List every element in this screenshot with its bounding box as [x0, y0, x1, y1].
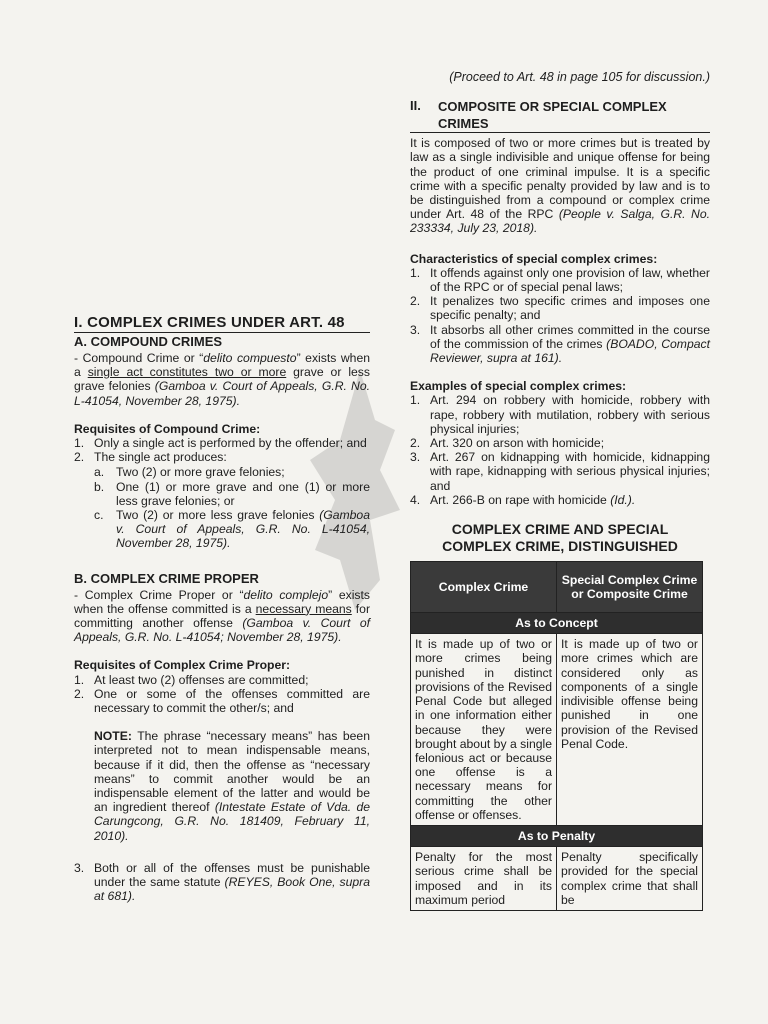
requisites-a-heading: Requisites of Compound Crime:: [74, 421, 261, 436]
underlined-text: single act constitutes two or more: [87, 365, 287, 380]
examples-heading: Examples of special complex crimes:: [410, 379, 627, 394]
table-header-complex: Complex Crime: [411, 562, 557, 613]
list-item: [410, 450, 710, 493]
list-item: [410, 436, 710, 450]
citation: (Gamboa v. Court of Appeals, G.R. No. L-41054; November 28, 1975).: [74, 616, 370, 645]
note-block: [74, 729, 370, 843]
item-number: 1.: [410, 265, 421, 280]
item-citation: (BOADO, Compact Reviewer, supra at 161).: [430, 336, 710, 366]
item-number: 3.: [410, 322, 421, 337]
subsection-a-title: A. COMPOUND CRIMES: [74, 334, 223, 349]
band-penalty: As to Penalty: [411, 825, 703, 846]
subsection-a-body: [74, 351, 370, 408]
item-text: One (1) or more grave and one (1) or more less grave felonies; or: [116, 479, 370, 508]
latin-term: delito complejo: [243, 587, 329, 602]
citation: (Gamboa v. Court of Appeals, G.R. No. L-41054, November 28, 1975).: [74, 379, 370, 408]
requisites-b-heading: Requisites of Complex Crime Proper:: [74, 658, 291, 673]
item-number: 3.: [74, 860, 85, 875]
item-text: Art. 267 on kidnapping with homicide, kidnapping with rape, kidnapping with serious physical injuries; and: [430, 450, 710, 493]
list-item: [410, 266, 710, 294]
item-number: 2.: [410, 436, 421, 451]
requisites-b-list: [74, 673, 370, 716]
section-2-body: [410, 136, 710, 235]
comparison-table: [410, 561, 703, 911]
body-text: for committing another offense: [74, 601, 371, 631]
subsection-b-title: B. COMPLEX CRIME PROPER: [74, 570, 259, 586]
table-header-special: Special Complex Crime or Composite Crime: [557, 562, 703, 613]
penalty-special: Penalty specifically provided for the special complex crime that shall be: [557, 847, 703, 911]
item-text: Both or all of the offenses must be punishable under the same statute: [94, 860, 370, 890]
table-band-row: [411, 613, 703, 634]
item-text: It offends against only one provision of law, whether of the RPC or of special penal laws;: [430, 265, 710, 295]
list-item: [410, 393, 710, 436]
section-2-heading: [410, 98, 710, 133]
table-row: [411, 847, 703, 911]
body-text: - Compound Crime or “: [74, 351, 204, 365]
note-label: NOTE:: [94, 729, 132, 744]
item-citation: (Gamboa v. Court of Appeals, G.R. No. L-41054, November 28, 1975).: [116, 508, 370, 551]
characteristics-list: [410, 266, 710, 365]
item-text: Two (2) or more less grave felonies: [116, 508, 320, 523]
band-concept: As to Concept: [411, 613, 703, 634]
item-text: Art. 266-B on rape with homicide: [430, 492, 611, 507]
list-item: [74, 861, 370, 904]
note-text: The phrase “necessary means” has been interpreted not to mean indispensable means, because if it did, then the offense as “necessary means” to commit another would be an indispensable element of the latter and would be an ingredient thereof: [94, 729, 370, 815]
item-text: At least two (2) offenses are committed;: [94, 672, 309, 687]
item-text: It penalizes two specific crimes and imposes one specific penalty; and: [430, 294, 710, 323]
table-title: COMPLEX CRIME AND SPECIAL COMPLEX CRIME, DISTINGUISHED: [442, 521, 678, 555]
list-item: [410, 323, 710, 366]
item-text: One or some of the offenses committed are necessary to commit the other/s; and: [94, 686, 370, 716]
body-text: ” exists when a: [74, 351, 370, 380]
item-letter: a.: [94, 465, 105, 480]
item-number: 2.: [410, 294, 421, 309]
requisites-b-list-cont: [74, 861, 370, 904]
list-item: [94, 480, 370, 508]
body-text: - Complex Crime Proper or “: [74, 587, 244, 602]
item-text: Two (2) or more grave felonies;: [116, 465, 285, 480]
list-item: [74, 687, 370, 715]
list-item: [74, 673, 370, 687]
section-2-number: II.: [410, 98, 421, 114]
latin-term: delito compuesto: [203, 351, 297, 365]
underlined-text: necessary means: [255, 601, 352, 616]
note-citation: (Intestate Estate of Vda. de Carungcong, G.R. No. 181409, February 11, 2010).: [94, 800, 370, 843]
examples-list: [410, 393, 710, 507]
table-band-row: [411, 825, 703, 846]
characteristics-heading: Characteristics of special complex crimes:: [410, 251, 658, 266]
item-citation: (Id.).: [610, 492, 636, 507]
item-letter: b.: [94, 479, 105, 494]
right-column: [410, 70, 710, 911]
penalty-complex: Penalty for the most serious crime shall be imposed and in its maximum period: [411, 847, 557, 911]
table-row: [411, 634, 703, 826]
proceed-note: (Proceed to Art. 48 in page 105 for discussion.): [449, 70, 710, 84]
section-2-citation: (People v. Salga, G.R. No. 233334, July 23, 2018).: [410, 207, 710, 236]
item-number: 2.: [74, 686, 85, 701]
section-1-title: I. COMPLEX CRIMES UNDER ART. 48: [74, 314, 370, 333]
list-item: [410, 493, 710, 507]
subsection-b-body: [74, 588, 370, 645]
concept-complex: It is made up of two or more crimes being punished in distinct provisions of the Revised Penal Code but alleged in one information either because they were brought about by a single felonious act or because one offense is a necessary means for committing the other offense or offenses.: [411, 634, 557, 826]
item-letter: c.: [94, 508, 104, 523]
list-item: [94, 508, 370, 551]
body-text: ” exists when the offense committed is a: [74, 587, 370, 616]
left-column: [74, 314, 370, 904]
item-number: 1.: [74, 436, 85, 451]
section-2-text: It is composed of two or more crimes but is treated by law as a single indivisible and unique offense for being the product of one criminal impulse. It is a specific crime with a specific penalty provided by law and is to be distinguished from a compound or complex crime under Art. 48 of the RPC: [410, 136, 710, 222]
table-header-row: [411, 562, 703, 613]
list-item: [74, 436, 370, 450]
item-text: Art. 294 on robbery with homicide, robbery with rape, robbery with mutilation, robbery with serious physical injuries;: [430, 393, 710, 436]
item-number: 3.: [410, 450, 421, 465]
item-text: Art. 320 on arson with homicide;: [430, 436, 605, 451]
requisites-a-sublist: [94, 465, 370, 550]
list-item: [410, 294, 710, 322]
item-number: 2.: [74, 450, 85, 465]
concept-special: It is made up of two or more crimes which are considered only as components of a single indivisible offense being punished in one provision of the Revised Penal Code.: [557, 634, 703, 826]
item-text: Only a single act is performed by the offender; and: [94, 436, 367, 451]
list-item: [94, 465, 370, 479]
list-item: [74, 450, 370, 550]
requisites-a-list: [74, 436, 370, 551]
item-text: It absorbs all other crimes committed in the course of the commission of the crimes: [430, 322, 710, 351]
item-number: 1.: [410, 393, 421, 408]
item-citation: (REYES, Book One, supra at 681).: [94, 875, 371, 904]
body-text: grave or less grave felonies: [74, 365, 370, 394]
section-2-title: COMPOSITE OR SPECIAL COMPLEX CRIMES: [438, 99, 667, 132]
item-text: The single act produces:: [94, 450, 227, 465]
item-number: 1.: [74, 672, 85, 687]
item-number: 4.: [410, 492, 421, 507]
